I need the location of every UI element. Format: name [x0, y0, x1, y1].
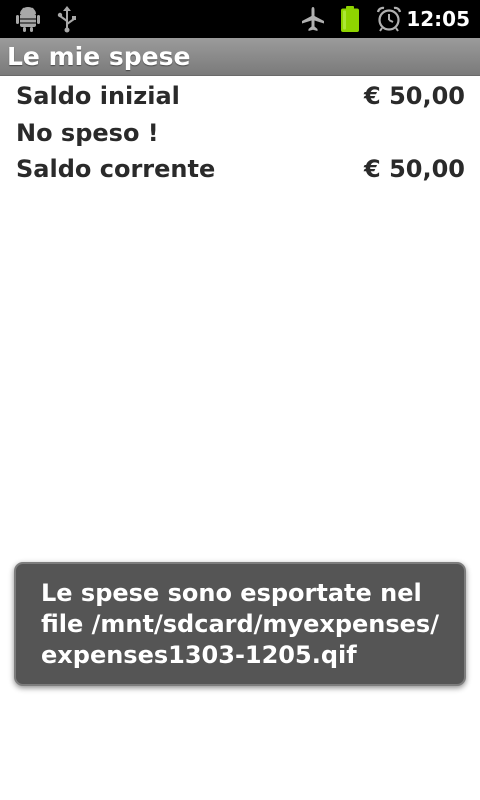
current-balance-value: € 50,00	[364, 155, 465, 183]
summary-row-spent	[16, 117, 466, 149]
summary-row-initial-balance	[16, 80, 466, 112]
summary-row-current-balance	[16, 153, 466, 185]
airplane-mode-icon	[300, 5, 326, 33]
battery-icon	[340, 5, 360, 33]
page-title: Le mie spese	[7, 42, 191, 71]
initial-balance-value: € 50,00	[364, 82, 465, 110]
android-debug-icon	[15, 5, 41, 33]
usb-icon	[56, 5, 78, 33]
status-bar	[0, 0, 480, 38]
current-balance-label: Saldo corrente	[16, 155, 216, 183]
action-bar	[0, 38, 480, 76]
toast-notification	[14, 562, 466, 686]
spent-label: No speso !	[16, 119, 159, 147]
status-time: 12:05	[406, 7, 470, 31]
toast-message: Le spese sono esportate nel file /mnt/sdcard/myexpenses/ expenses1303-1205.qif	[41, 579, 439, 669]
alarm-clock-icon	[376, 5, 402, 33]
initial-balance-label: Saldo inizial	[16, 82, 180, 110]
